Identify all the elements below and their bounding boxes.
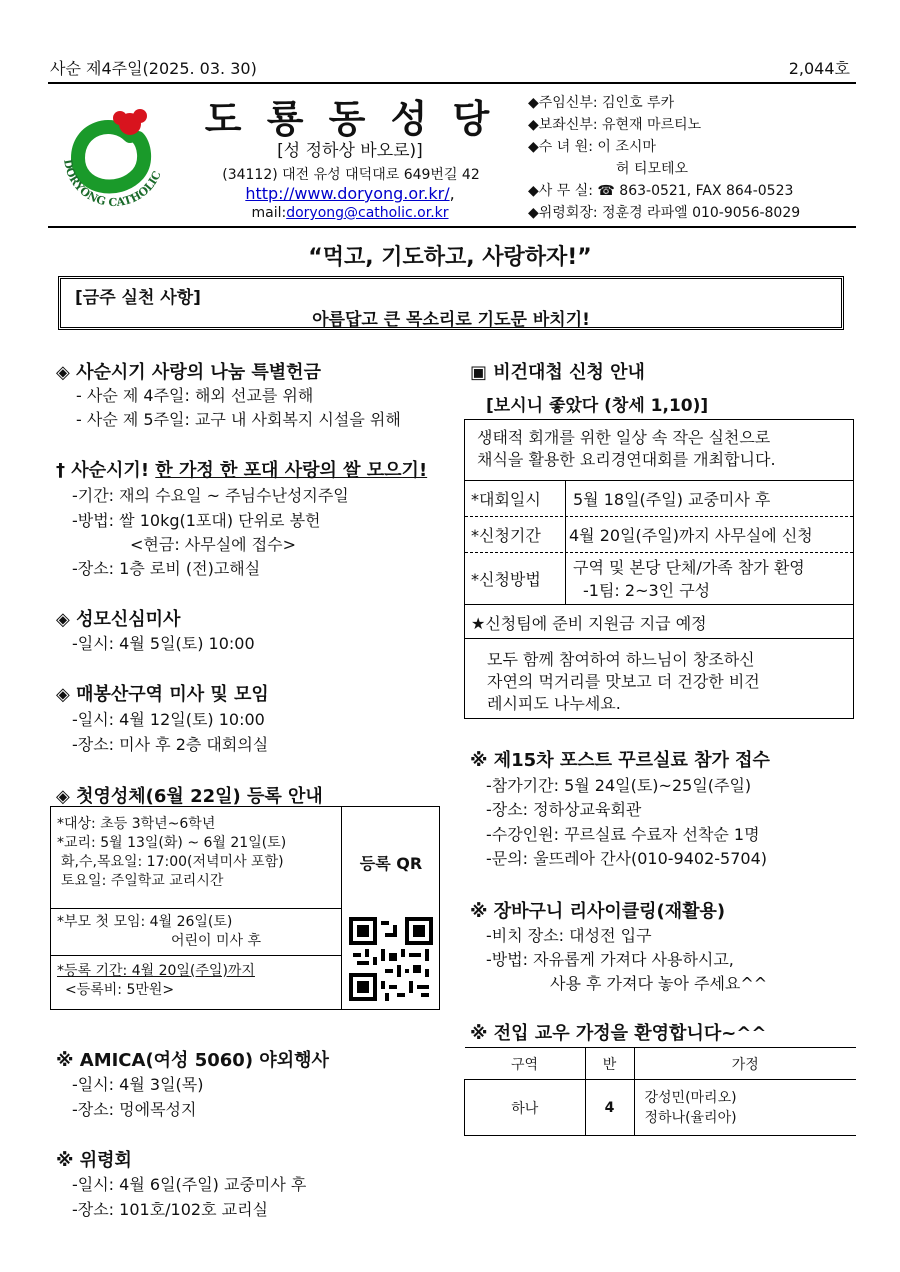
rice-title-prefix: † 사순시기! [56, 460, 156, 481]
contest-date-label: *대회일시 [471, 490, 541, 509]
mail-line [200, 205, 500, 221]
rice-method: -방법: 쌀 10kg(1포대) 단위로 봉헌 [72, 511, 321, 530]
basket-method: -방법: 자유롭게 가져다 사용하시고, [486, 950, 734, 969]
communion-saturday: 토요일: 주일학교 교리시간 [61, 873, 224, 889]
church-logo [52, 96, 172, 221]
amica-place: -장소: 멍에목성지 [72, 1100, 197, 1119]
registration-deadline: *등록 기간: 4월 20일(주일)까지 [57, 963, 255, 979]
apply-method-team: -1팀: 2~3인 구성 [583, 581, 711, 600]
row-family [634, 1080, 856, 1136]
vegan-contest-title: ▣ 비건대첩 신청 안내 [470, 362, 645, 383]
rice-place: -장소: 1층 로비 (전)고해실 [72, 559, 261, 578]
vegan-outro [487, 649, 760, 715]
mail-link[interactable]: doryong@catholic.or.kr [286, 205, 449, 221]
patron-saint: [성 정하상 바오로)] [277, 141, 423, 161]
contest-date-value: 5월 18일(주일) 교중미사 후 [573, 490, 771, 509]
vegan-intro-line: 생태적 회개를 위한 일상 속 작은 실천으로 [477, 428, 771, 447]
staff-pastor: ◆주임신부: 김인호 루카 [528, 95, 675, 111]
registration-qr-code[interactable] [349, 917, 433, 1001]
lent-offering-line: - 사순 제 4주일: 해외 선교를 위해 [76, 386, 314, 405]
apply-period-label: *신청기간 [471, 526, 541, 545]
rice-cash: <현금: 사무실에 접수> [130, 535, 297, 554]
basket-return: 사용 후 가져다 놓아 주세요^^ [550, 974, 768, 993]
apply-period-value: 4월 20일(주일)까지 사무실에 신청 [569, 526, 813, 545]
rice-title-underlined: 한 가정 한 포대 사랑의 쌀 모으기! [155, 460, 428, 481]
vegan-box [464, 419, 854, 719]
amica-date: -일시: 4월 3일(목) [72, 1075, 204, 1094]
row-ban: 4 [585, 1080, 634, 1136]
vegan-outro-line: 자연의 먹거리를 맛보고 더 건강한 비건 [487, 672, 760, 691]
practice-text: 아름답고 큰 목소리로 기도문 바치기! [312, 310, 590, 330]
vegan-outro-line: 모두 함께 참여하여 하느님이 창조하신 [487, 650, 755, 669]
cursillo-period: -참가기간: 5월 24일(토)~25일(주일) [486, 776, 752, 795]
first-communion-table [50, 806, 440, 1010]
cursillo-contact: -문의: 울뜨레아 간사(010-9402-5704) [486, 849, 767, 868]
website-suffix: , [449, 184, 455, 203]
mail-label: mail: [251, 205, 287, 221]
vegan-outro-line: 레시피도 나누세요. [487, 694, 621, 713]
header-bottom-rule [48, 226, 856, 228]
apply-method-label: *신청방법 [471, 570, 541, 589]
vegan-intro-line: 채식을 활용한 요리경연대회를 개최합니다. [477, 450, 776, 469]
staff-council: ◆위령회장: 정훈경 라파엘 010-9056-8029 [528, 205, 801, 221]
district-mass-time: -일시: 4월 12일(토) 10:00 [72, 710, 265, 729]
col-header-area: 구역 [465, 1048, 586, 1080]
support-note: ★신청팀에 준비 지원금 지급 예정 [471, 614, 707, 633]
church-address: (34112) 대전 유성 대덕대로 649번길 42 [222, 167, 480, 183]
logo-text: DORYONG CATHOLIC [60, 158, 164, 210]
website-link[interactable]: http://www.doryong.or.kr/ [245, 184, 450, 203]
welcome-table [464, 1047, 856, 1136]
basket-location: -비치 장소: 대성전 입구 [486, 926, 652, 945]
issue-number: 2,044호 [788, 59, 850, 78]
col-header-ban: 반 [585, 1048, 634, 1080]
staff-sisters: ◆수 녀 원: 이 조시마 [528, 139, 656, 155]
cursillo-capacity: -수강인원: 꾸르실료 수료자 선착순 1명 [486, 825, 760, 844]
lent-offering-line: - 사순 제 5주일: 교구 내 사회복지 시설을 위해 [76, 410, 401, 429]
vegan-intro [477, 427, 776, 471]
parent-meeting [57, 913, 261, 951]
lent-offering-title: ◈ 사순시기 사랑의 나눔 특별헌금 [56, 362, 321, 383]
col-header-family: 가정 [731, 1056, 759, 1073]
cursillo-place: -장소: 정하상교육회관 [486, 800, 642, 819]
header-top-rule [48, 82, 856, 84]
parent-meeting-time: 어린이 미사 후 [171, 933, 262, 949]
staff-assistant: ◆보좌신부: 유현재 마르티노 [528, 117, 702, 133]
staff-sisters-2: 허 티모테오 [616, 161, 689, 177]
first-communion-title: ◈ 첫영성체(6월 22일) 등록 안내 [56, 786, 323, 807]
requiem-date: -일시: 4월 6일(주일) 교중미사 후 [72, 1175, 307, 1194]
apply-method-value: 구역 및 본당 단체/가족 참가 환영 [573, 558, 805, 577]
requiem-title: ※ 위령회 [56, 1150, 132, 1171]
motto: “먹고, 기도하고, 사랑하자!” [308, 245, 592, 270]
amica-title: ※ AMICA(여성 5060) 야외행사 [56, 1050, 329, 1071]
vegan-subtitle: [보시니 좋았다 (창세 1,10)] [486, 396, 709, 416]
family-member: 강성민(마리오) [644, 1089, 737, 1106]
parent-meeting-date: *부모 첫 모임: 4월 26일(토) [57, 914, 233, 930]
table-row [465, 1080, 857, 1136]
row-area: 하나 [465, 1080, 586, 1136]
church-name: 도 룡 동 성 당 [204, 97, 496, 141]
communion-target: *대상: 초등 3학년~6학년 [57, 816, 216, 832]
practice-box [58, 276, 844, 330]
qr-label: 등록 QR [359, 854, 423, 873]
marian-mass-time: -일시: 4월 5일(토) 10:00 [72, 634, 255, 653]
registration-period [57, 962, 255, 1000]
website-line [200, 184, 500, 203]
communion-weekday: 화,수,목요일: 17:00(저녁미사 포함) [61, 854, 284, 870]
family-member: 정하나(율리아) [644, 1109, 737, 1126]
communion-info [57, 815, 286, 891]
welcome-title: ※ 전입 교우 가정을 환영합니다~^^ [470, 1023, 767, 1044]
bulletin-date: 사순 제4주일(2025. 03. 30) [50, 59, 257, 78]
rice-period: -기간: 재의 수요일 ~ 주님수난성지주일 [72, 486, 349, 505]
staff-list [528, 92, 800, 224]
marian-mass-title: ◈ 성모신심미사 [56, 609, 181, 630]
practice-label: [금주 실천 사항] [75, 288, 201, 308]
requiem-place: -장소: 101호/102호 교리실 [72, 1200, 268, 1219]
staff-office: ◆사 무 실: ☎ 863-0521, FAX 864-0523 [528, 183, 794, 199]
rice-collection-title [56, 456, 427, 482]
district-mass-place: -장소: 미사 후 2층 대회의실 [72, 735, 269, 754]
communion-class: *교리: 5월 13일(화) ~ 6월 21일(토) [57, 835, 287, 851]
registration-fee: <등록비: 5만원> [65, 982, 175, 998]
basket-recycling-title: ※ 장바구니 리사이클링(재활용) [470, 901, 726, 922]
cursillo-title: ※ 제15차 포스트 꾸르실료 참가 접수 [470, 750, 770, 771]
district-mass-title: ◈ 매봉산구역 미사 및 모임 [56, 684, 269, 705]
